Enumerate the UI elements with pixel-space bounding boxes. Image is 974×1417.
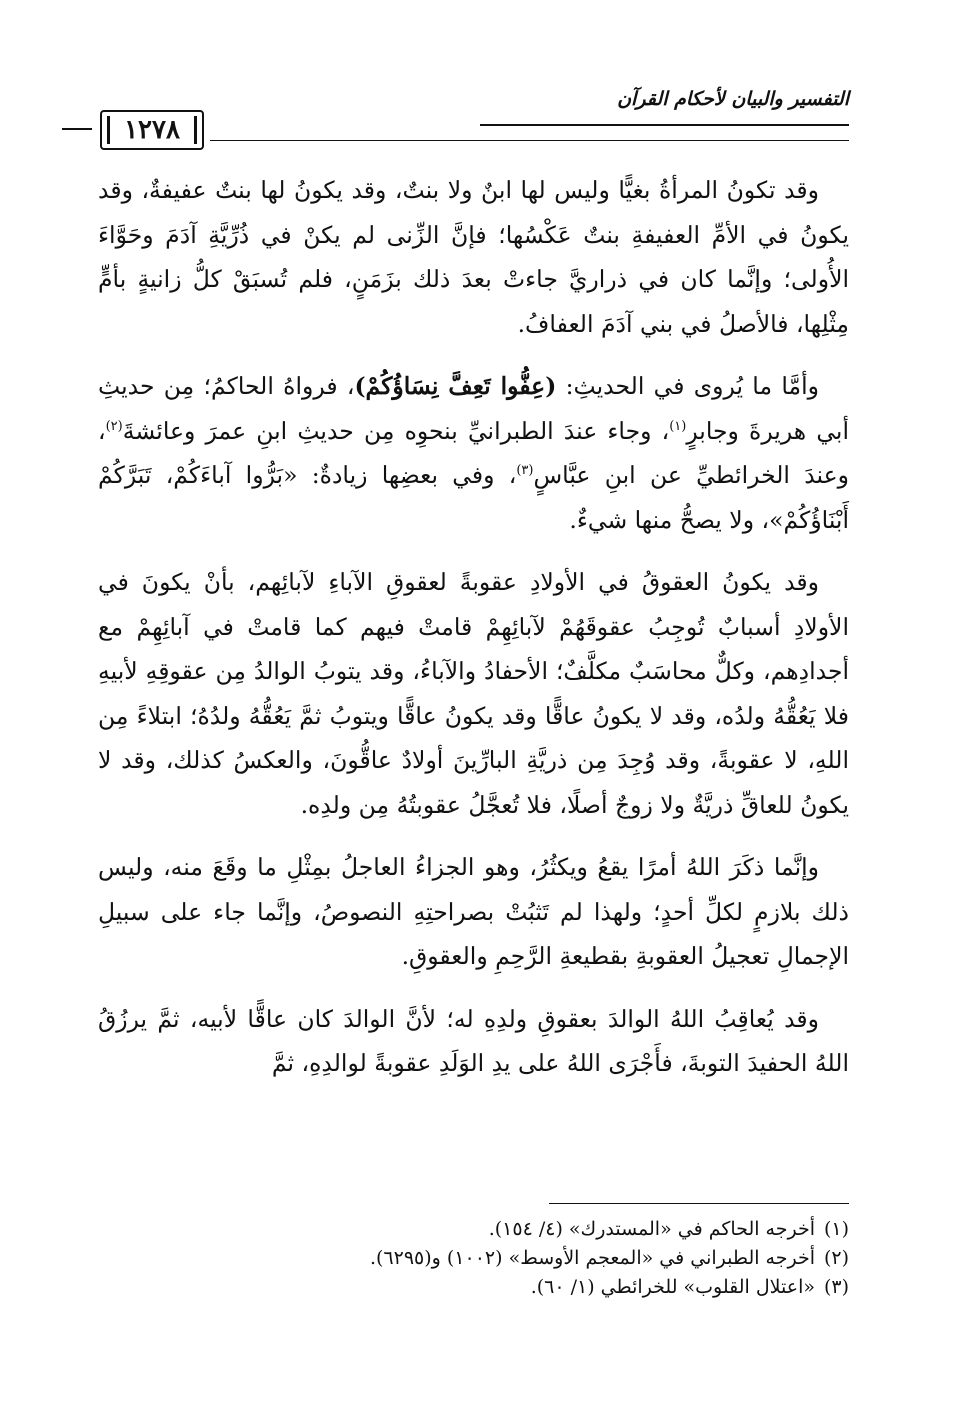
header-rule-bottom xyxy=(210,140,849,141)
footnotes xyxy=(98,1215,849,1302)
page-number: ١٢٧٨ xyxy=(100,110,204,150)
footnote-number: (٣) xyxy=(823,1276,849,1298)
paragraph-2-part1: وأمَّا ما يُروى في الحديثِ: xyxy=(556,372,819,400)
footnote-separator xyxy=(549,1203,849,1204)
footnote-text: «اعتلال القلوب» للخرائطي (١/ ٦٠). xyxy=(530,1276,815,1298)
footnote-ref-3[interactable]: (٣) xyxy=(516,463,534,479)
footnote-text: أخرجه الطبراني في «المعجم الأوسط» (١٠٠٢) و(٦٢٩٥). xyxy=(369,1247,815,1269)
footnote-number: (١) xyxy=(823,1218,849,1240)
paragraph-2-part3: ، وجاء عندَ الطبرانيِّ بنحوِه مِن حديثِ ابنِ عمرَ وعائشةَ xyxy=(122,416,670,445)
footnote-number: (٢) xyxy=(823,1247,849,1269)
footnote-1 xyxy=(98,1215,849,1244)
header-rule-left xyxy=(62,128,92,130)
footnote-ref-2[interactable]: (٢) xyxy=(105,418,123,434)
footnote-3 xyxy=(98,1273,849,1302)
paragraph-2 xyxy=(98,364,849,542)
paragraph-1: وقد تكونُ المرأةُ بغيًّا وليس لها ابنٌ ولا بنتٌ، وقد يكونُ لها بنتٌ عفيفةٌ، وقد يكونُ في الأمِّ العفيفةِ بنتٌ عَكْسُها؛ فإنَّ الزِّنى لم يكنْ في ذُرِّيَّةِ آدَمَ وحَوَّاءَ الأُولى؛ وإنَّما كان في ذراريَّ جاءتْ بعدَ ذلك بزَمَنٍ، فلم تُسبَقْ كلُّ زانيةٍ بأمٍّ مِثْلِها، فالأصلُ في بني آدَمَ العفافُ. xyxy=(98,176,849,338)
running-title: التفسير والبيان لأحكام القرآن xyxy=(617,88,849,110)
paragraph-3: وقد يكونُ العقوقُ في الأولادِ عقوبةً لعقوقِ الآباءِ لآبائِهم، بأنْ يكونَ في الأولادِ أسبابٌ تُوجِبُ عقوقَهُمْ لآبائِهِمْ قامتْ فيهم كما قامتْ في آبائِهِمْ مع أجدادِهم، وكلٌّ محاسَبٌ مكلَّفٌ؛ الأحفادُ والآباءُ، وقد يتوبُ الوالدُ مِن عقوقِهِ لأبيهِ فلا يَعُقُّهُ ولدُه، وقد لا يكونُ عاقًّا وقد يكونُ عاقًّا ويتوبُ ثمَّ يَعُقُّهُ ولدُهُ؛ ابتلاءً مِن اللهِ، لا عقوبةً، وقد وُجِدَ مِن ذريَّةِ البارِّينَ أولادٌ عاقُّونَ، والعكسُ كذلك، وقد لا يكونُ للعاقِّ ذريَّةٌ ولا زوجٌ أصلًا، فلا تُعجَّلُ عقوبتُهُ مِن ولدِه. xyxy=(98,568,849,819)
paragraph-2-part2: ، فرواهُ الحاكمُ؛ مِن حديثِ أبي هريرةَ وجابرٍ xyxy=(98,372,849,445)
paragraph-2-part4: ، وعندَ الخرائطيِّ عن ابنِ عبَّاسٍ xyxy=(98,416,850,489)
main-text xyxy=(98,168,849,1086)
footnote-text: أخرجه الحاكم في «المستدرك» (٤/ ١٥٤). xyxy=(488,1218,815,1240)
paragraph-4: وإنَّما ذكَرَ اللهُ أمرًا يقعُ ويكثُرُ، وهو الجزاءُ العاجلُ بمِثْلِ ما وقَعَ منه، وليس ذلك بلازمٍ لكلِّ أحدٍ؛ ولهذا لم تَثبُتْ بصراحتِهِ النصوصُ، وإنَّما جاء على سبيلِ الإجمالِ تعجيلُ العقوبةِ بقطيعةِ الرَّحِمِ والعقوقِ. xyxy=(98,853,849,970)
header-rule-top xyxy=(480,124,849,126)
paragraph-5: وقد يُعاقِبُ اللهُ الوالدَ بعقوقِ ولدِهِ له؛ لأنَّ الوالدَ كان عاقًّا لأبيه، ثمَّ يرزُقُ اللهُ الحفيدَ التوبةَ، فأَجْرَى اللهُ على يدِ الوَلَدِ عقوبةً لوالدِهِ، ثمَّ xyxy=(98,1004,849,1077)
page-header xyxy=(100,88,849,158)
footnote-2 xyxy=(98,1244,849,1273)
hadith-quote: (عِفُّوا تَعِفَّ نِسَاؤُكُمْ) xyxy=(354,372,557,400)
paragraph-2-part5: ، وفي بعضِها زيادةٌ: «بَرُّوا آباءَكُمْ، تَبَرَّكُمْ أَبْنَاؤُكُمْ»، ولا يصحُّ منها شيءٌ. xyxy=(98,461,849,534)
footnote-ref-1[interactable]: (١) xyxy=(669,418,687,434)
